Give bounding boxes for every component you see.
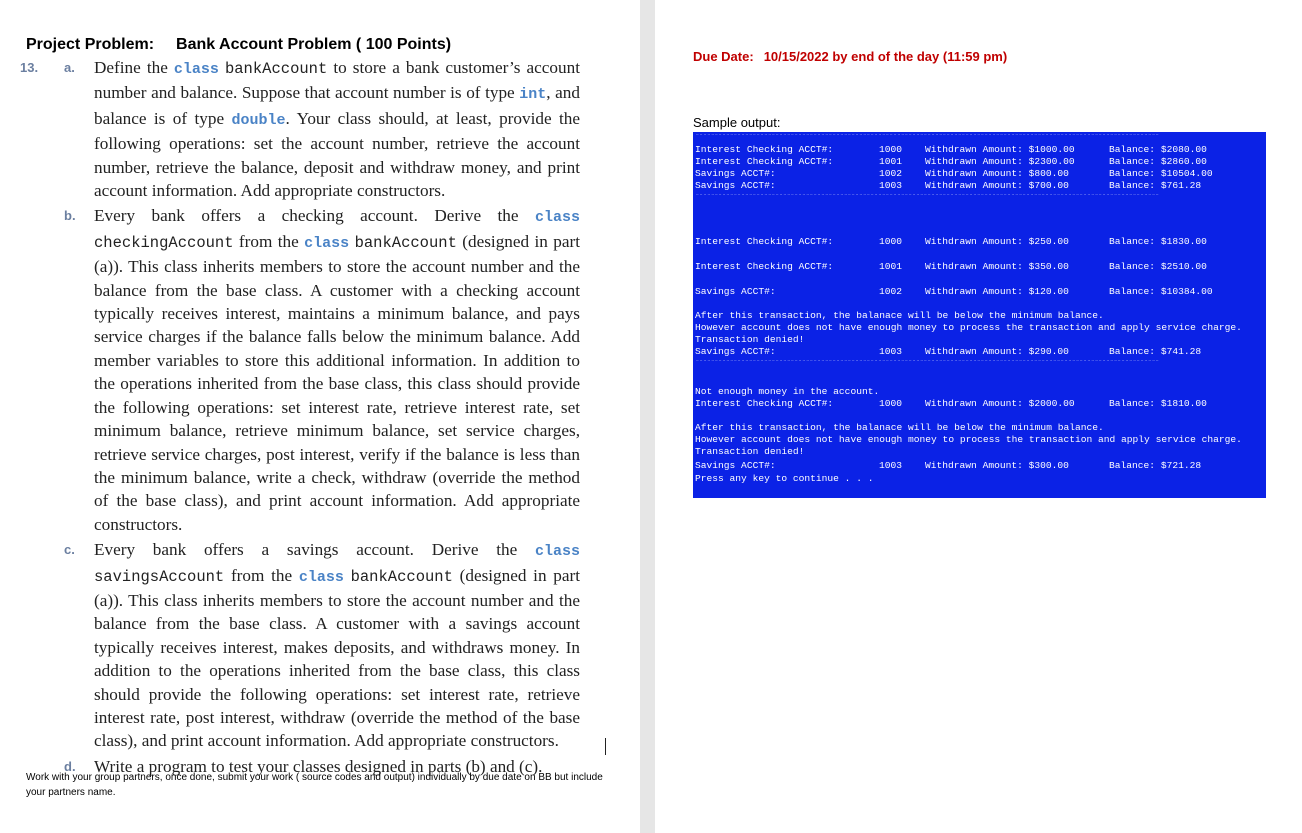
part-text-segment: Every bank offers a savings account. Derive the: [94, 540, 535, 560]
project-title-label: Project Problem:: [26, 36, 155, 53]
problem-part: [20, 204, 580, 536]
console-balance: Balance: $2080.00: [1109, 144, 1207, 155]
console-line: After this transaction, the balanace will be below the minimum balance.: [695, 422, 1104, 433]
console-withdrawn: Withdrawn Amount: $300.00: [925, 460, 1069, 471]
keyword: class: [173, 61, 219, 78]
problem-part: [20, 538, 580, 753]
star-rule: **************************************************************************************************************************: [695, 360, 1159, 366]
console-acct-number: 1002: [879, 168, 903, 179]
part-text-segment: (designed in part (a)). This class inherits members to store the account number and the balance from the base class. A customer with a checking account typically receives interest, maintains a minimum balance, and pays service charges if the balance falls below the minimum balance. Add member variables to store this additional information. In addition to the operations inherited from the base class, this class should provide the following operations: set interest rate, retrieve interest rate, set minimum balance, retrieve minimum balance, set service charges, retrieve service charges, post interest, verify if the balance is less than the minimum balance, write a check, withdraw (override the method of the base class), and print account information. Add appropriate constructors.: [94, 231, 580, 534]
due-date-value: 10/15/2022 by end of the day (11:59 pm): [763, 49, 1008, 64]
part-text-segment: from the: [224, 565, 299, 585]
console-line: Transaction denied!: [695, 446, 805, 457]
console-balance: Balance: $1830.00: [1109, 236, 1207, 247]
part-letter: b.: [64, 208, 76, 224]
class-name: savingsAccount: [94, 567, 225, 586]
console-acct-number: 1000: [879, 144, 903, 155]
problem-number: 13.: [20, 60, 39, 75]
left-page: [0, 0, 640, 833]
part-text-segment: to store a bank customer’s account number and balance. Suppose that account number is of type: [94, 58, 580, 103]
console-acct-number: 1001: [879, 156, 903, 167]
console-acct-label: Savings ACCT#:: [695, 346, 776, 357]
part-text-segment: . Your class should, at least, provide the following operations: set the account number, retrieve the account number, retrieve the balance, deposit and withdraw money, and print account information. Add appropriate constructors.: [94, 108, 580, 201]
due-date-label: Due Date:: [693, 49, 754, 64]
console-acct-number: 1002: [879, 286, 903, 297]
console-acct-label: Savings ACCT#:: [695, 286, 776, 297]
console-balance: Balance: $10504.00: [1109, 168, 1213, 179]
class-name: bankAccount: [354, 233, 457, 252]
console-balance: Balance: $721.28: [1109, 460, 1202, 471]
console-acct-number: 1003: [879, 180, 903, 191]
console-balance: Balance: $1810.00: [1109, 398, 1207, 409]
console-acct-label: Savings ACCT#:: [695, 460, 776, 471]
console-line: However account does not have enough money to process the transaction and apply service charge.: [695, 322, 1242, 333]
part-text-segment: Every bank offers a checking account. Derive the: [94, 206, 535, 226]
part-text: [94, 540, 580, 750]
keyword: double: [231, 111, 286, 129]
part-letter: a.: [64, 60, 75, 75]
console-line: Transaction denied!: [695, 334, 805, 345]
console-balance: Balance: $2510.00: [1109, 261, 1207, 272]
console-withdrawn: Withdrawn Amount: $2000.00: [925, 398, 1075, 409]
console-line: After this transaction, the balanace will be below the minimum balance.: [695, 310, 1104, 321]
text-cursor: [605, 738, 606, 755]
part-text-segment: Define the: [94, 58, 174, 77]
class-name: bankAccount: [350, 567, 453, 586]
console-withdrawn: Withdrawn Amount: $2300.00: [925, 156, 1075, 167]
keyword: int: [519, 86, 547, 104]
console-withdrawn: Withdrawn Amount: $120.00: [925, 286, 1069, 297]
class-name: bankAccount: [224, 60, 328, 78]
console-acct-label: Interest Checking ACCT#:: [695, 144, 834, 155]
part-text-segment: [344, 566, 351, 585]
console-acct-number: 1001: [879, 261, 903, 272]
console-acct-label: Interest Checking ACCT#:: [695, 398, 834, 409]
part-text-segment: (designed in part (a)). This class inherits members to store the account number and the balance from the base class. A customer with a savings account typically receives interest, makes deposits, and withdraws money. In addition to the operations inherited from the base class, this class should provide the following operations: set interest rate, retrieve interest rate, post interest, withdraw (override the method of the base class), and print account information. Add appropriate constructors.: [94, 565, 580, 751]
console-balance: Balance: $741.28: [1109, 346, 1202, 357]
console-prompt: Press any key to continue . . .: [695, 473, 874, 484]
keyword: class: [534, 543, 580, 561]
part-text-segment: from the: [233, 231, 305, 251]
part-letter: d.: [64, 758, 76, 774]
project-title-text: Bank Account Problem ( 100 Points): [176, 36, 452, 53]
console-withdrawn: Withdrawn Amount: $290.00: [925, 346, 1069, 357]
part-text-segment: Write a program to test your classes designed in parts (b) and (c).: [94, 756, 543, 776]
star-rule: **************************************************************************************************************************: [695, 134, 1159, 140]
due-date: [693, 49, 1007, 64]
console-acct-label: Savings ACCT#:: [695, 180, 776, 191]
console-acct-number: 1000: [879, 236, 903, 247]
console-acct-number: 1003: [879, 346, 903, 357]
console-withdrawn: Withdrawn Amount: $1000.00: [925, 144, 1075, 155]
keyword: class: [304, 234, 350, 252]
keyword: class: [298, 568, 344, 586]
console-acct-label: Interest Checking ACCT#:: [695, 261, 834, 272]
console-acct-number: 1000: [879, 398, 903, 409]
console-balance: Balance: $761.28: [1109, 180, 1202, 191]
console-line: Not enough money in the account.: [695, 386, 880, 397]
star-rule: **************************************************************************************************************************: [695, 194, 1159, 200]
console-balance: Balance: $2860.00: [1109, 156, 1207, 167]
console-withdrawn: Withdrawn Amount: $250.00: [925, 236, 1069, 247]
console-line: However account does not have enough money to process the transaction and apply service charge.: [695, 434, 1242, 445]
problem-part: [20, 56, 580, 202]
class-name: checkingAccount: [94, 233, 234, 252]
console-withdrawn: Withdrawn Amount: $350.00: [925, 261, 1069, 272]
project-title: [26, 36, 451, 54]
right-page: [655, 0, 1302, 833]
part-text-segment: , and balance is of type: [94, 83, 580, 128]
part-text: [94, 58, 580, 200]
console-acct-label: Interest Checking ACCT#:: [695, 236, 834, 247]
problem-statement: [20, 56, 580, 778]
console-acct-label: Savings ACCT#:: [695, 168, 776, 179]
footer-note: Work with your group partners, once done, submit your work ( source codes and output) individually by due date on BB but include your partners name.: [26, 772, 603, 798]
console-output: [693, 132, 1266, 498]
part-letter: c.: [64, 542, 75, 558]
console-balance: Balance: $10384.00: [1109, 286, 1213, 297]
console-acct-label: Interest Checking ACCT#:: [695, 156, 834, 167]
console-withdrawn: Withdrawn Amount: $800.00: [925, 168, 1069, 179]
part-text: [94, 206, 580, 533]
keyword: class: [534, 209, 580, 227]
console-acct-number: 1003: [879, 460, 903, 471]
console-withdrawn: Withdrawn Amount: $700.00: [925, 180, 1069, 191]
sample-output-label: Sample output:: [693, 115, 781, 130]
